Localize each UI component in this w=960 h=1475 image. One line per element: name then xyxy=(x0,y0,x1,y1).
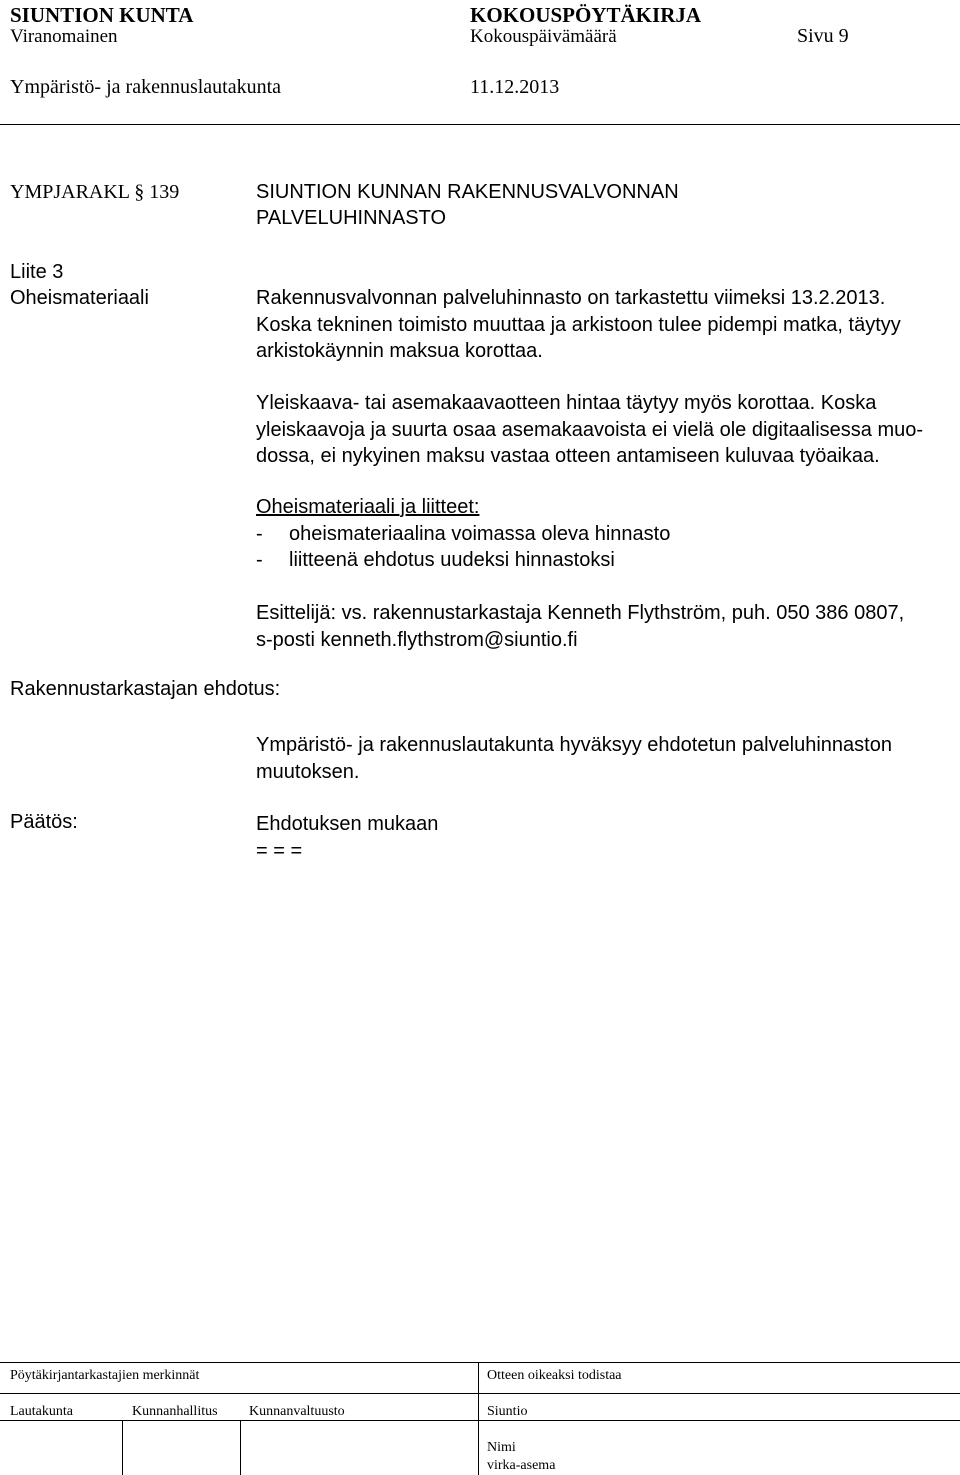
footer-col-siuntio: Siuntio xyxy=(487,1404,528,1419)
checkers-label: Pöytäkirjantarkastajien merkinnät xyxy=(10,1368,200,1383)
paragraph-1-line: Koska tekninen toimisto muuttaa ja arkistoon tulee pidempi matka, täytyy xyxy=(256,313,901,336)
footer-row-rule xyxy=(0,1420,960,1421)
certified-label: Otteen oikeaksi todistaa xyxy=(487,1368,622,1383)
footer-col-lautakunta: Lautakunta xyxy=(10,1404,73,1419)
attachments-heading: Oheismateriaali ja liitteet: xyxy=(256,496,480,518)
proposal-label: Rakennustarkastajan ehdotus: xyxy=(10,678,281,700)
header-divider xyxy=(0,124,960,125)
decision-label: Päätös: xyxy=(10,811,78,833)
paragraph-2-line: Yleiskaava- tai asemakaavaotteen hintaa täytyy myös korottaa. Koska xyxy=(256,392,877,414)
authority-name: Ympäristö- ja rakennuslautakunta xyxy=(10,76,282,98)
paragraph-2-line: yleiskaavoja ja suurta osaa asemakaavoista ei vielä ole digitaalisessa muo- xyxy=(256,418,924,441)
meeting-date-label: Kokouspäivämäärä xyxy=(470,26,617,47)
attachment-item: - liitteenä ehdotus uudeksi hinnastoksi xyxy=(256,549,615,571)
proposal-line: muutoksen. xyxy=(256,760,360,783)
decision-text xyxy=(256,811,438,864)
footer-mid-rule xyxy=(0,1393,960,1394)
paragraph-1-line: Rakennusvalvonnan palveluhinnasto on tarkastettu viimeksi 13.2.2013. xyxy=(256,287,886,309)
paragraph-1 xyxy=(256,285,901,365)
presenter-info xyxy=(256,600,904,653)
authority-label: Viranomainen xyxy=(10,26,118,47)
meeting-date: 11.12.2013 xyxy=(470,76,560,98)
document-type: KOKOUSPÖYTÄKIRJA xyxy=(470,3,702,27)
footer-divider xyxy=(122,1420,123,1475)
footer-divider xyxy=(478,1362,479,1475)
attachment-number: Liite 3 xyxy=(10,261,64,283)
attachment-item: - oheismateriaalina voimassa oleva hinnasto xyxy=(256,522,671,545)
proposal-text xyxy=(256,732,892,785)
footer-top-rule xyxy=(0,1362,960,1363)
page-number: Sivu 9 xyxy=(797,25,849,47)
footer-divider xyxy=(240,1420,241,1475)
paragraph-1-line: arkistokäynnin maksua korottaa. xyxy=(256,340,543,362)
attachments-section xyxy=(256,494,670,574)
presenter-line: Esittelijä: vs. rakennustarkastaja Kenneth Flythström, puh. 050 386 0807, xyxy=(256,602,905,624)
org-name: SIUNTION KUNTA xyxy=(10,3,194,27)
end-mark: = = = xyxy=(256,839,303,862)
paragraph-2-line: dossa, ei nykyinen maksu vastaa otteen antamiseen kuluvaa työaikaa. xyxy=(256,445,880,467)
item-title-line1: SIUNTION KUNNAN RAKENNUSVALVONNAN xyxy=(256,181,679,203)
footer-name-label: Nimi xyxy=(487,1440,516,1455)
proposal-line: Ympäristö- ja rakennuslautakunta hyväksyy ehdotetun palveluhinnaston xyxy=(256,734,892,756)
presenter-line: s-posti kenneth.flythstrom@siuntio.fi xyxy=(256,628,578,651)
paragraph-2 xyxy=(256,390,923,470)
item-title-line2: PALVELUHINNASTO xyxy=(256,207,447,229)
item-code: YMPJARAKL § 139 xyxy=(10,181,180,203)
footer-position-label: virka-asema xyxy=(487,1458,556,1473)
footer-col-kunnanhallitus: Kunnanhallitus xyxy=(132,1404,218,1419)
footer-col-kunnanvaltuusto: Kunnanvaltuusto xyxy=(249,1404,345,1419)
decision-line: Ehdotuksen mukaan xyxy=(256,813,439,835)
appendix-label: Oheismateriaali xyxy=(10,287,149,309)
